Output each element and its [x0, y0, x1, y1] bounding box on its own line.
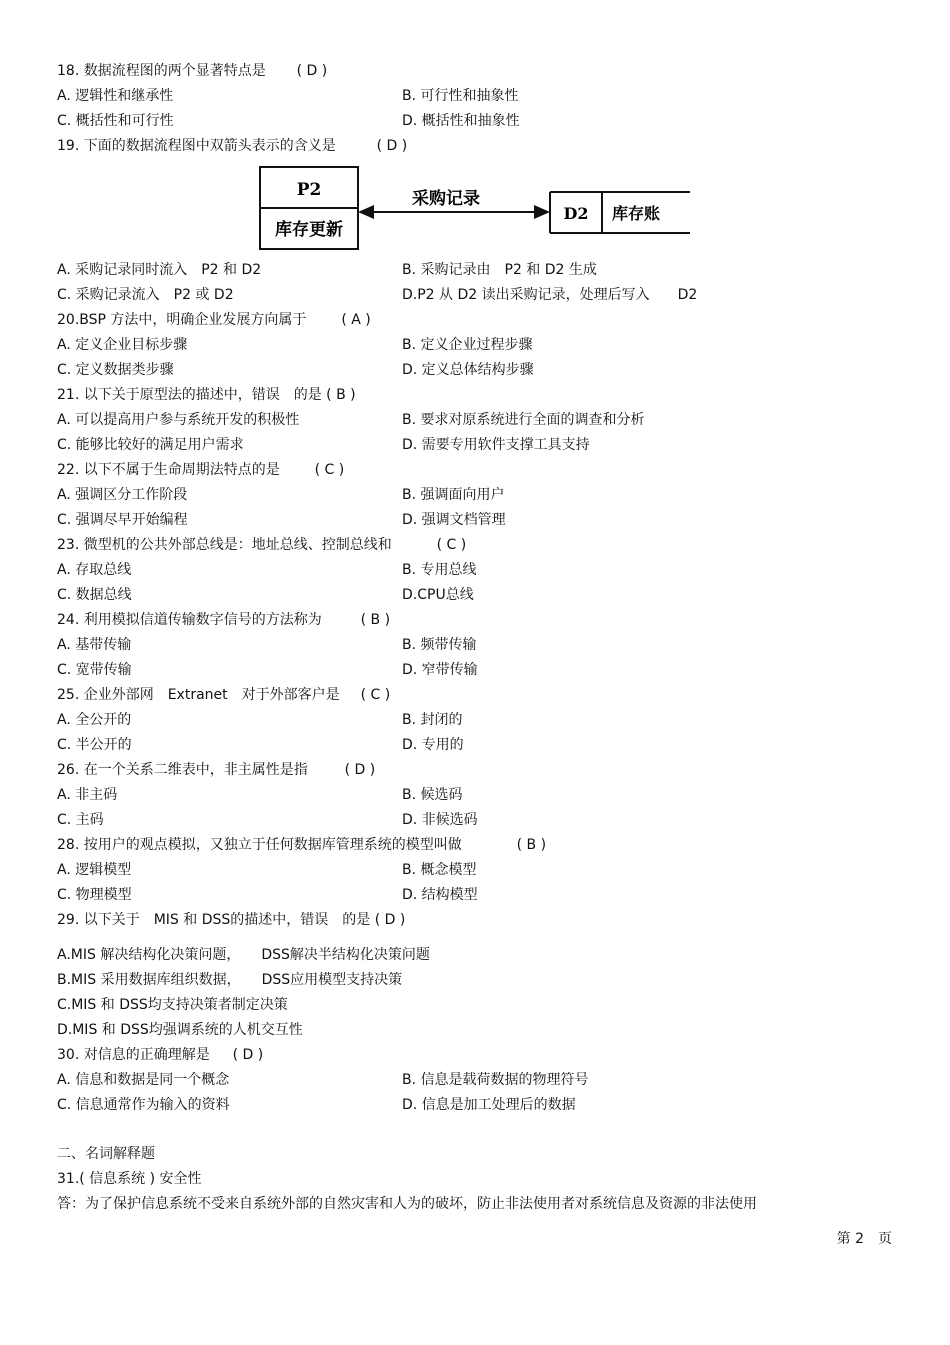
- option-row: [57, 258, 917, 283]
- option-d: D. 定义总体结构步骤: [402, 362, 534, 378]
- option-b: B. 强调面向用户: [402, 487, 505, 503]
- option-row: [57, 508, 917, 533]
- option-row: [57, 883, 917, 908]
- question-18: [57, 59, 917, 159]
- option-b: B. 要求对原系统进行全面的调查和分析: [402, 412, 645, 428]
- answer-key: ( C ): [360, 687, 391, 703]
- option-b: B. 可行性和抽象性: [402, 88, 519, 104]
- option-d: D.CPU总线: [402, 587, 474, 603]
- option-c: C. 采购记录流入 P2 或 D2: [57, 287, 234, 303]
- option-c: C. 能够比较好的满足用户需求: [57, 437, 244, 453]
- option-row: [57, 358, 917, 383]
- option-c: C. 宽带传输: [57, 662, 132, 678]
- answer-key: ( D ): [344, 762, 376, 778]
- option-row: [57, 1068, 917, 1093]
- question-stem: 29. 以下关于 MIS 和 DSS的描述中，错误 的是 ( D ): [57, 912, 406, 928]
- option-d: D. 结构模型: [402, 887, 478, 903]
- option-c: C. 半公开的: [57, 737, 132, 753]
- option-a: A. 基带传输: [57, 637, 132, 653]
- question-stem: 19. 下面的数据流程图中双箭头表示的含义是 ( D ): [57, 138, 408, 154]
- question-stem: 23. 微型机的公共外部总线是：地址总线、控制总线和 ( C ): [57, 537, 467, 553]
- question-stem: 25. 企业外部网 Extranet 对于外部客户是 ( C ): [57, 687, 391, 703]
- questions-19-28: [57, 258, 917, 933]
- section-glossary: [57, 1142, 917, 1217]
- option-c: C. 数据总线: [57, 587, 132, 603]
- option-b: B. 专用总线: [402, 562, 477, 578]
- option-d: D. 需要专用软件支撑工具支持: [402, 437, 590, 453]
- question-stem: 18. 数据流程图的两个显著特点是 ( D ): [57, 63, 328, 79]
- answer-key: ( A ): [341, 312, 371, 328]
- store-id: D2: [563, 204, 589, 223]
- option-row: [57, 558, 917, 583]
- option-a: A. 非主码: [57, 787, 118, 803]
- option-c: C.MIS 和 DSS均支持决策者制定决策: [57, 997, 288, 1013]
- option-a: A. 逻辑性和继承性: [57, 88, 174, 104]
- option-d: D. 非候选码: [402, 812, 478, 828]
- option-row: [57, 333, 917, 358]
- option-row: [57, 808, 917, 833]
- option-row: [57, 483, 917, 508]
- option-row: [57, 783, 917, 808]
- term-answer: 答：为了保护信息系统不受来自系统外部的自然灾害和人为的破坏，防止非法使用者对系统信息及资源的非法使用: [57, 1196, 757, 1212]
- answer-key: ( C ): [314, 462, 345, 478]
- process-name: 库存更新: [275, 220, 343, 240]
- option-d: D.MIS 和 DSS均强调系统的人机交互性: [57, 1022, 303, 1038]
- answer-key: ( B ): [360, 612, 391, 628]
- option-c: C. 强调尽早开始编程: [57, 512, 188, 528]
- option-b: B.MIS 采用数据库组织数据， DSS应用模型支持决策: [57, 972, 403, 988]
- option-row: [57, 408, 917, 433]
- option-row: [57, 583, 917, 608]
- flow-label: 采购记录: [412, 189, 480, 209]
- option-d: D. 概括性和抽象性: [402, 113, 520, 129]
- option-row: [57, 109, 917, 134]
- answer-key: ( D ): [232, 1047, 264, 1063]
- option-row: [57, 708, 917, 733]
- answer-key: ( D ): [296, 63, 328, 79]
- option-a: A. 逻辑模型: [57, 862, 132, 878]
- option-row: [57, 733, 917, 758]
- store-name: 库存账: [611, 204, 661, 223]
- page-number: 第 2 页: [836, 1231, 892, 1247]
- option-b: B. 采购记录由 P2 和 D2 生成: [402, 262, 597, 278]
- option-b: B. 信息是载荷数据的物理符号: [402, 1072, 589, 1088]
- question-stem: 22. 以下不属于生命周期法特点的是 ( C ): [57, 462, 345, 478]
- section-heading: 二、名词解释题: [57, 1146, 155, 1162]
- answer-key: ( C ): [436, 537, 467, 553]
- option-c: C. 概括性和可行性: [57, 113, 174, 129]
- option-a: A. 全公开的: [57, 712, 132, 728]
- option-c: C. 定义数据类步骤: [57, 362, 174, 378]
- option-c: C. 信息通常作为输入的资料: [57, 1097, 230, 1113]
- option-row: [57, 858, 917, 883]
- option-row: [57, 433, 917, 458]
- question-stem: 26. 在一个关系二维表中，非主属性是指 ( D ): [57, 762, 376, 778]
- option-d: D. 强调文档管理: [402, 512, 506, 528]
- option-b: B. 频带传输: [402, 637, 477, 653]
- option-a: A. 存取总线: [57, 562, 132, 578]
- option-b: B. 概念模型: [402, 862, 477, 878]
- option-row: [57, 84, 917, 109]
- option-row: [57, 1093, 917, 1118]
- question-stem: 30. 对信息的正确理解是 ( D ): [57, 1047, 264, 1063]
- option-d: D. 窄带传输: [402, 662, 478, 678]
- option-row: [57, 283, 917, 308]
- option-b: B. 候选码: [402, 787, 463, 803]
- option-a: A. 可以提高用户参与系统开发的积极性: [57, 412, 300, 428]
- question-stem: 20.BSP 方法中，明确企业发展方向属于 ( A ): [57, 312, 371, 328]
- option-row: [57, 658, 917, 683]
- question-stem: 28. 按用户的观点模拟，又独立于任何数据库管理系统的模型叫做 ( B ): [57, 837, 547, 853]
- option-d: D. 信息是加工处理后的数据: [402, 1097, 576, 1113]
- answer-key: ( D ): [376, 138, 408, 154]
- option-c: C. 物理模型: [57, 887, 132, 903]
- process-id: P2: [296, 180, 322, 200]
- term-question: 31.( 信息系统 ) 安全性: [57, 1171, 202, 1187]
- option-b: B. 定义企业过程步骤: [402, 337, 533, 353]
- option-c: C. 主码: [57, 812, 104, 828]
- option-a: A. 定义企业目标步骤: [57, 337, 188, 353]
- option-a: A. 信息和数据是同一个概念: [57, 1072, 230, 1088]
- data-store: [550, 192, 690, 233]
- answer-key: ( B ): [516, 837, 547, 853]
- data-flow-diagram: [258, 165, 698, 255]
- double-arrow: [358, 188, 550, 219]
- option-a: A. 强调区分工作阶段: [57, 487, 188, 503]
- questions-29-30: [57, 943, 917, 1118]
- option-row: [57, 633, 917, 658]
- question-stem: 24. 利用模拟信道传输数字信号的方法称为 ( B ): [57, 612, 391, 628]
- option-a: A.MIS 解决结构化决策问题， DSS解决半结构化决策问题: [57, 947, 430, 963]
- option-d: D. 专用的: [402, 737, 464, 753]
- process-box: [260, 167, 358, 249]
- option-a: A. 采购记录同时流入 P2 和 D2: [57, 262, 262, 278]
- option-b: B. 封闭的: [402, 712, 463, 728]
- question-stem: 21. 以下关于原型法的描述中，错误 的是 ( B ): [57, 387, 356, 403]
- option-d: D.P2 从 D2 读出采购记录，处理后写入 D2: [402, 287, 698, 303]
